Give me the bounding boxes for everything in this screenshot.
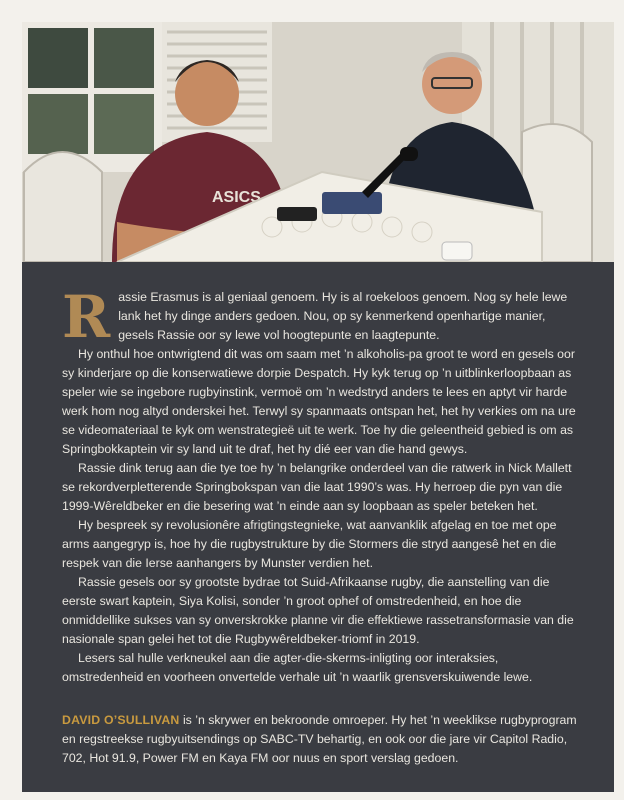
blurb-paragraph: Rassie dink terug aan die tye toe hy ’n belangrike onderdeel van die ratwerk in Nick Mallett se rekordverpletterende Springbokspan van die laat 1990’s was. Hy herroep die pyn van die 1999-Wêreldbeker en die besering wat ’n einde aan sy loopbaan as speler beteken het. — [62, 461, 572, 513]
cover-photo — [22, 22, 614, 262]
author-bio-text: is ’n skrywer en bekroonde omroeper. Hy het ’n weeklikse rugbyprogram en regstreekse rugbyuitsendings op SABC-TV behartig, en ook oor die jare vir Capitol Radio, 702, Hot 91.9, Power FM en Kaya FM oor nuus en sport verslag gedoen. — [62, 713, 577, 765]
page-margin — [0, 792, 624, 800]
blurb-paragraph: Rassie gesels oor sy grootste bydrae tot Suid-Afrikaanse rugby, die aanstelling van die eerste swart kaptein, Siya Kolisi, sonder ’n groot ophef of omstredenheid, en hoe die onmiddellike sukses van sy onverskrokke planne vir die effektiewe rassetransformasie van die nasionale span gelei het tot die Rugbywêreldbeker-triomf in 2019. — [62, 575, 574, 646]
blurb-paragraph-text: assie Erasmus is al geniaal genoem. Hy is al roekeloos genoem. Nog sy hele lewe lank het hy dinge anders gedoen. Nou, op sy kenmerkend openhartige manier, gesels Rassie oor sy lewe vol hoogtepunte en laagtepunte. — [118, 290, 568, 342]
author-name: DAVID O’SULLIVAN — [62, 713, 180, 727]
blurb-paragraph: Lesers sal hulle verkneukel aan die agter-die-skerms-inligting oor interaksies, omstredenheid en voorheen onvertelde verhale uit ’n waarlik grensverskuiwende lewe. — [62, 651, 533, 684]
drop-cap: R — [62, 283, 111, 351]
podcast-photo-illustration — [22, 22, 614, 262]
svg-text:ASICS: ASICS — [212, 189, 261, 206]
blurb-text — [62, 283, 582, 768]
blurb-paragraph: Hy onthul hoe ontwrigtend dit was om saam met ’n alkoholis-pa groot te word en gesels oor sy kinderjare op die konserwatiewe dorpie Despatch. Hy kyk terug op ’n uitblinkerloopbaan as speler wie se ingebore rugbyinstink, vermoë om ’n wedstryd anders te lees en aptyt vir harde werk hom nog altyd onderskei het. Terwyl sy spanmaats ontspan het, het hy verkies om na ure se videomateriaal te kyk om wenstrategieë uit te werk. Toe hy die geleentheid gebied is om as Springbokkaptein vir sy land uit te draf, het hy dié eer van die hand gewys. — [62, 347, 576, 456]
blurb-paragraph — [62, 283, 582, 351]
blurb-paragraph: Hy bespreek sy revolusionêre afrigtingstegnieke, wat aanvanklik afgelag en toe met ope arms aangegryp is, hoe hy die rugbystrukture by die Stormers die stryd aangesê het en die respek van die Ierse aanhangers by Munster verdien het. — [62, 518, 557, 570]
author-bio — [62, 711, 582, 768]
